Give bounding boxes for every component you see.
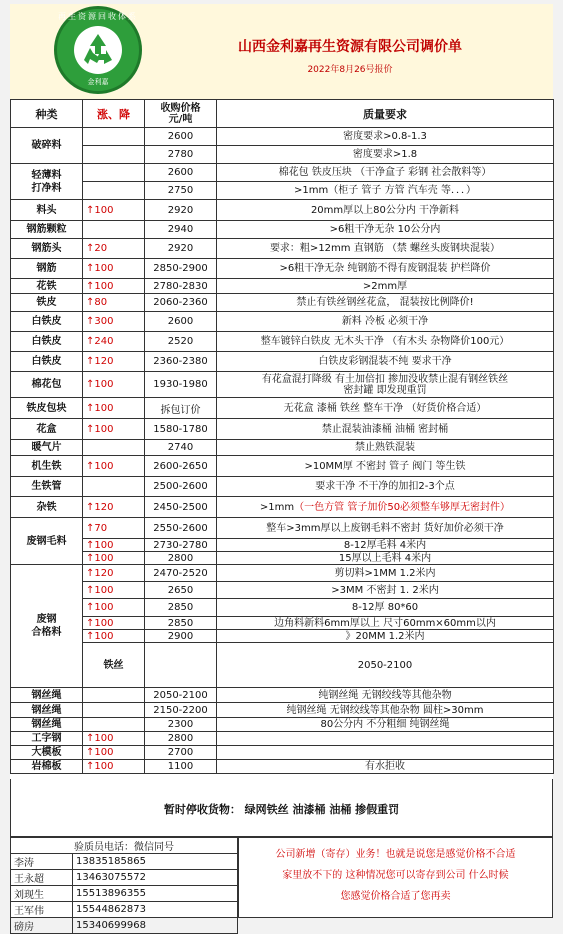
price-cell: 2050-2100 [217,643,554,688]
table-row [11,552,554,565]
price-cell: 2800 [145,732,217,746]
quality-cell: >6粗干净无杂 10公分内 [217,221,554,239]
price-cell: 2850-2900 [145,259,217,279]
quality-cell: 整车镀锌白铁皮 无木头干净 （有木头 杂物降价100元） [217,332,554,352]
change-cell: ↑100 [83,552,145,565]
price-cell: 2450-2500 [145,497,217,518]
recycle-arrows-icon [74,26,122,74]
quality-cell: >1mm（一色方管 管子加价50必须整车够厚无密封件） [217,497,554,518]
kind-cell: 铁皮包块 [11,398,83,419]
table-row [11,565,554,582]
table-row [11,703,554,718]
table-row [11,630,554,643]
price-cell: 2600-2650 [145,456,217,477]
kind-cell: 花盒 [11,419,83,440]
table-row [11,419,554,440]
table-row [11,312,554,332]
price-sheet [10,4,553,933]
table-row [11,372,554,398]
change-cell [83,182,145,200]
staff-header-row: 验质员电话：微信同号 [11,838,238,854]
change-cell: ↑100 [83,617,145,630]
column-kind: 种类 [11,100,83,128]
quality-cell: >10MM厚 不密封 管子 阀门 等生铁 [217,456,554,477]
change-cell [83,477,145,497]
kind-cell: 铁皮 [11,294,83,312]
quality-cell: 剪切料>1MM 1.2米内 [217,565,554,582]
kind-cell: 破碎料 [11,128,83,164]
change-cell: ↑100 [83,372,145,398]
quality-cell [217,746,554,760]
kind-cell: 钢筋颗粒 [11,221,83,239]
change-cell: ↑80 [83,294,145,312]
price-cell: 2780 [145,146,217,164]
quality-cell: 要求干净 不干净的加扣2-3个点 [217,477,554,497]
quality-cell: 无花盒 漆桶 铁丝 整车干净 （好货价格合适） [217,398,554,419]
change-cell: ↑120 [83,497,145,518]
quality-cell: >6粗干净无杂 纯钢筋不得有废钢混装 护栏降价 [217,259,554,279]
change-cell [83,164,145,182]
staff-name: 王永超 [11,870,73,886]
kind-cell: 白铁皮 [11,312,83,332]
quality-cell: 密度要求>0.8-1.3 [217,128,554,146]
price-cell: 1580-1780 [145,419,217,440]
staff-name: 磅房 [11,918,73,934]
staff-phone: 13835185865 [73,854,238,870]
price-cell: 2850 [145,617,217,630]
price-cell: 2650 [145,582,217,599]
table-row [11,732,554,746]
price-cell: 2520 [145,332,217,352]
kind-cell: 机生铁 [11,456,83,477]
change-cell [83,718,145,732]
price-cell: 2600 [145,312,217,332]
change-cell [83,440,145,456]
price-cell: 2500-2600 [145,477,217,497]
kind-cell: 铁丝 [83,643,145,688]
quality-cell: >2mm厚 [217,279,554,294]
column-price: 收购价格 元/吨 [145,100,217,128]
quality-cell: 有水拒收 [217,760,554,774]
price-cell: 2780-2830 [145,279,217,294]
deposit-notice: 公司新增（寄存）业务！也就是说您是感觉价格不合适 家里放不下的 这种情况您可以寄存到公司 什么时候 您感觉价格合适了您再卖 [238,837,553,918]
table-row [11,259,554,279]
price-cell: 2470-2520 [145,565,217,582]
price-cell: 2740 [145,440,217,456]
price-cell: 2050-2100 [145,688,217,703]
table-row [11,294,554,312]
table-row [11,182,554,200]
change-cell: ↑120 [83,565,145,582]
kind-cell: 钢丝绳 [11,703,83,718]
recycle-logo-icon: 再生资源回收体系 金利嘉 [54,6,142,94]
table-row [11,477,554,497]
quality-cell: >3MM 不密封 1. 2米内 [217,582,554,599]
change-cell: ↑20 [83,239,145,259]
table-header-row [11,100,554,128]
quality-red-note: （一色方管 管子加价50必须整车够厚无密封件） [294,501,511,513]
change-cell: ↑300 [83,312,145,332]
kind-cell: 白铁皮 [11,352,83,372]
table-row [11,164,554,182]
table-row [11,760,554,774]
column-change: 涨、降 [83,100,145,128]
staff-name: 李涛 [11,854,73,870]
quote-date: 2022年8月26号报价 [307,65,393,75]
quality-cell: 8-12厚 80*60 [217,599,554,617]
kind-cell: 料头 [11,200,83,221]
price-cell: 2800 [145,552,217,565]
quality-cell: 纯钢丝绳 无钢绞线等其他杂物 [217,688,554,703]
staff-phone: 15544862873 [73,902,238,918]
staff-phone: 15513896355 [73,886,238,902]
change-cell: ↑100 [83,419,145,440]
price-cell: 2600 [145,128,217,146]
table-row [11,746,554,760]
quality-cell: 要求：粗>12mm 直钢筋 （禁 螺丝头废钢块混装） [217,239,554,259]
staff-phone: 13463075572 [73,870,238,886]
kind-cell: 杂铁 [11,497,83,518]
kind-cell: 棉花包 [11,372,83,398]
quality-cell: 禁止有铁丝钢丝花盒， 混装按比例降价! [217,294,554,312]
change-cell [83,688,145,703]
kind-cell: 岩棉板 [11,760,83,774]
change-cell: ↑100 [83,630,145,643]
price-cell: 2150-2200 [145,703,217,718]
quality-cell: 禁止混装油漆桶 油桶 密封桶 [217,419,554,440]
kind-cell: 白铁皮 [11,332,83,352]
change-cell [83,703,145,718]
table-row [11,539,554,552]
change-cell: ↑100 [83,760,145,774]
change-cell: ↑100 [83,259,145,279]
change-cell: ↑100 [83,200,145,221]
price-cell: 2600 [145,164,217,182]
quality-cell: 80公分内 不分粗细 纯钢丝绳 [217,718,554,732]
price-cell: 2700 [145,746,217,760]
table-row [11,146,554,164]
price-cell: 1100 [145,760,217,774]
table-row [11,688,554,703]
change-cell: ↑100 [83,582,145,599]
table-row [11,279,554,294]
table-row [11,352,554,372]
table-row [11,456,554,477]
kind-cell: 工字钢 [11,732,83,746]
table-row [11,398,554,419]
quality-cell: 白铁皮彩钢混装不纯 要求干净 [217,352,554,372]
quality-cell: 15厚以上毛料 4米内 [217,552,554,565]
kind-cell: 废钢 合格料 [11,565,83,688]
page-title: 山西金利嘉再生资源有限公司调价单 [238,39,462,55]
price-cell: 2730-2780 [145,539,217,552]
kind-cell: 轻薄料 打净料 [11,164,83,200]
change-cell: ↑100 [83,279,145,294]
change-cell: ↑100 [83,599,145,617]
price-table [10,99,554,774]
staff-row [11,902,238,918]
kind-cell: 生铁管 [11,477,83,497]
staff-table [10,837,238,934]
change-cell: ↑70 [83,518,145,539]
quality-cell: 纯钢丝绳 无钢绞线等其他杂物 圆柱>30mm [217,703,554,718]
table-row [11,200,554,221]
staff-row [11,918,238,934]
change-cell: ↑100 [83,398,145,419]
table-row [11,128,554,146]
quality-cell: 20mm厚以上80公分内 干净新料 [217,200,554,221]
table-row [11,582,554,599]
table-row [11,332,554,352]
change-cell: ↑100 [83,732,145,746]
change-cell [83,221,145,239]
table-row [11,643,554,688]
change-cell [83,146,145,164]
stop-notice: 暂时停收货物： 绿网铁丝 油漆桶 油桶 掺假重罚 [10,779,553,837]
kind-cell: 暖气片 [11,440,83,456]
table-row [11,617,554,630]
kind-cell: 废钢毛料 [11,518,83,565]
staff-name: 刘现生 [11,886,73,902]
quality-cell: 》20MM 1.2米内 [217,630,554,643]
change-cell: ↑120 [83,352,145,372]
table-row [11,440,554,456]
change-cell [83,128,145,146]
table-row [11,599,554,617]
quality-cell: 禁止熟铁混装 [217,440,554,456]
kind-cell: 大模板 [11,746,83,760]
kind-cell: 钢筋头 [11,239,83,259]
quality-cell: 整车>3mm厚以上废钢毛料不密封 货好加价必须干净 [217,518,554,539]
staff-name: 王军伟 [11,902,73,918]
quality-cell: 密度要求>1.8 [217,146,554,164]
price-cell: 2060-2360 [145,294,217,312]
price-cell: 2750 [145,182,217,200]
change-cell [145,643,217,688]
kind-cell: 钢丝绳 [11,718,83,732]
table-row [11,239,554,259]
kind-cell: 花铁 [11,279,83,294]
quality-cell: 8-12厚毛料 4米内 [217,539,554,552]
price-cell: 2360-2380 [145,352,217,372]
staff-row [11,870,238,886]
price-cell: 2920 [145,239,217,259]
price-cell: 2300 [145,718,217,732]
kind-cell: 钢筋 [11,259,83,279]
sheet-header [10,4,553,99]
table-row [11,518,554,539]
change-cell: ↑240 [83,332,145,352]
price-cell: 2920 [145,200,217,221]
quality-cell: 边角料新料6mm厚以上 尺寸60mm×60mm以内 [217,617,554,630]
quality-cell: 棉花包 铁皮压块 （干净盒子 彩钢 社会散料等） [217,164,554,182]
staff-row [11,854,238,870]
price-cell: 拆包订价 [145,398,217,419]
quality-cell: >1mm（柜子 管子 方管 汽车壳 等．．．） [217,182,554,200]
column-quality: 质量要求 [217,100,554,128]
price-cell: 2940 [145,221,217,239]
table-row [11,718,554,732]
price-cell: 2550-2600 [145,518,217,539]
change-cell: ↑100 [83,746,145,760]
kind-cell: 钢丝绳 [11,688,83,703]
change-cell: ↑100 [83,539,145,552]
change-cell: ↑100 [83,456,145,477]
price-cell: 1930-1980 [145,372,217,398]
table-row [11,497,554,518]
staff-phone: 15340699968 [73,918,238,934]
staff-row [11,886,238,902]
price-cell: 2850 [145,599,217,617]
quality-cell: 新料 冷板 必须干净 [217,312,554,332]
quality-cell: 有花盒混打降级 有土加倍扣 掺加没收禁止混有钢丝铁丝 密封罐 即发现重罚 [217,372,554,398]
table-row [11,221,554,239]
quality-cell [217,732,554,746]
price-cell: 2900 [145,630,217,643]
